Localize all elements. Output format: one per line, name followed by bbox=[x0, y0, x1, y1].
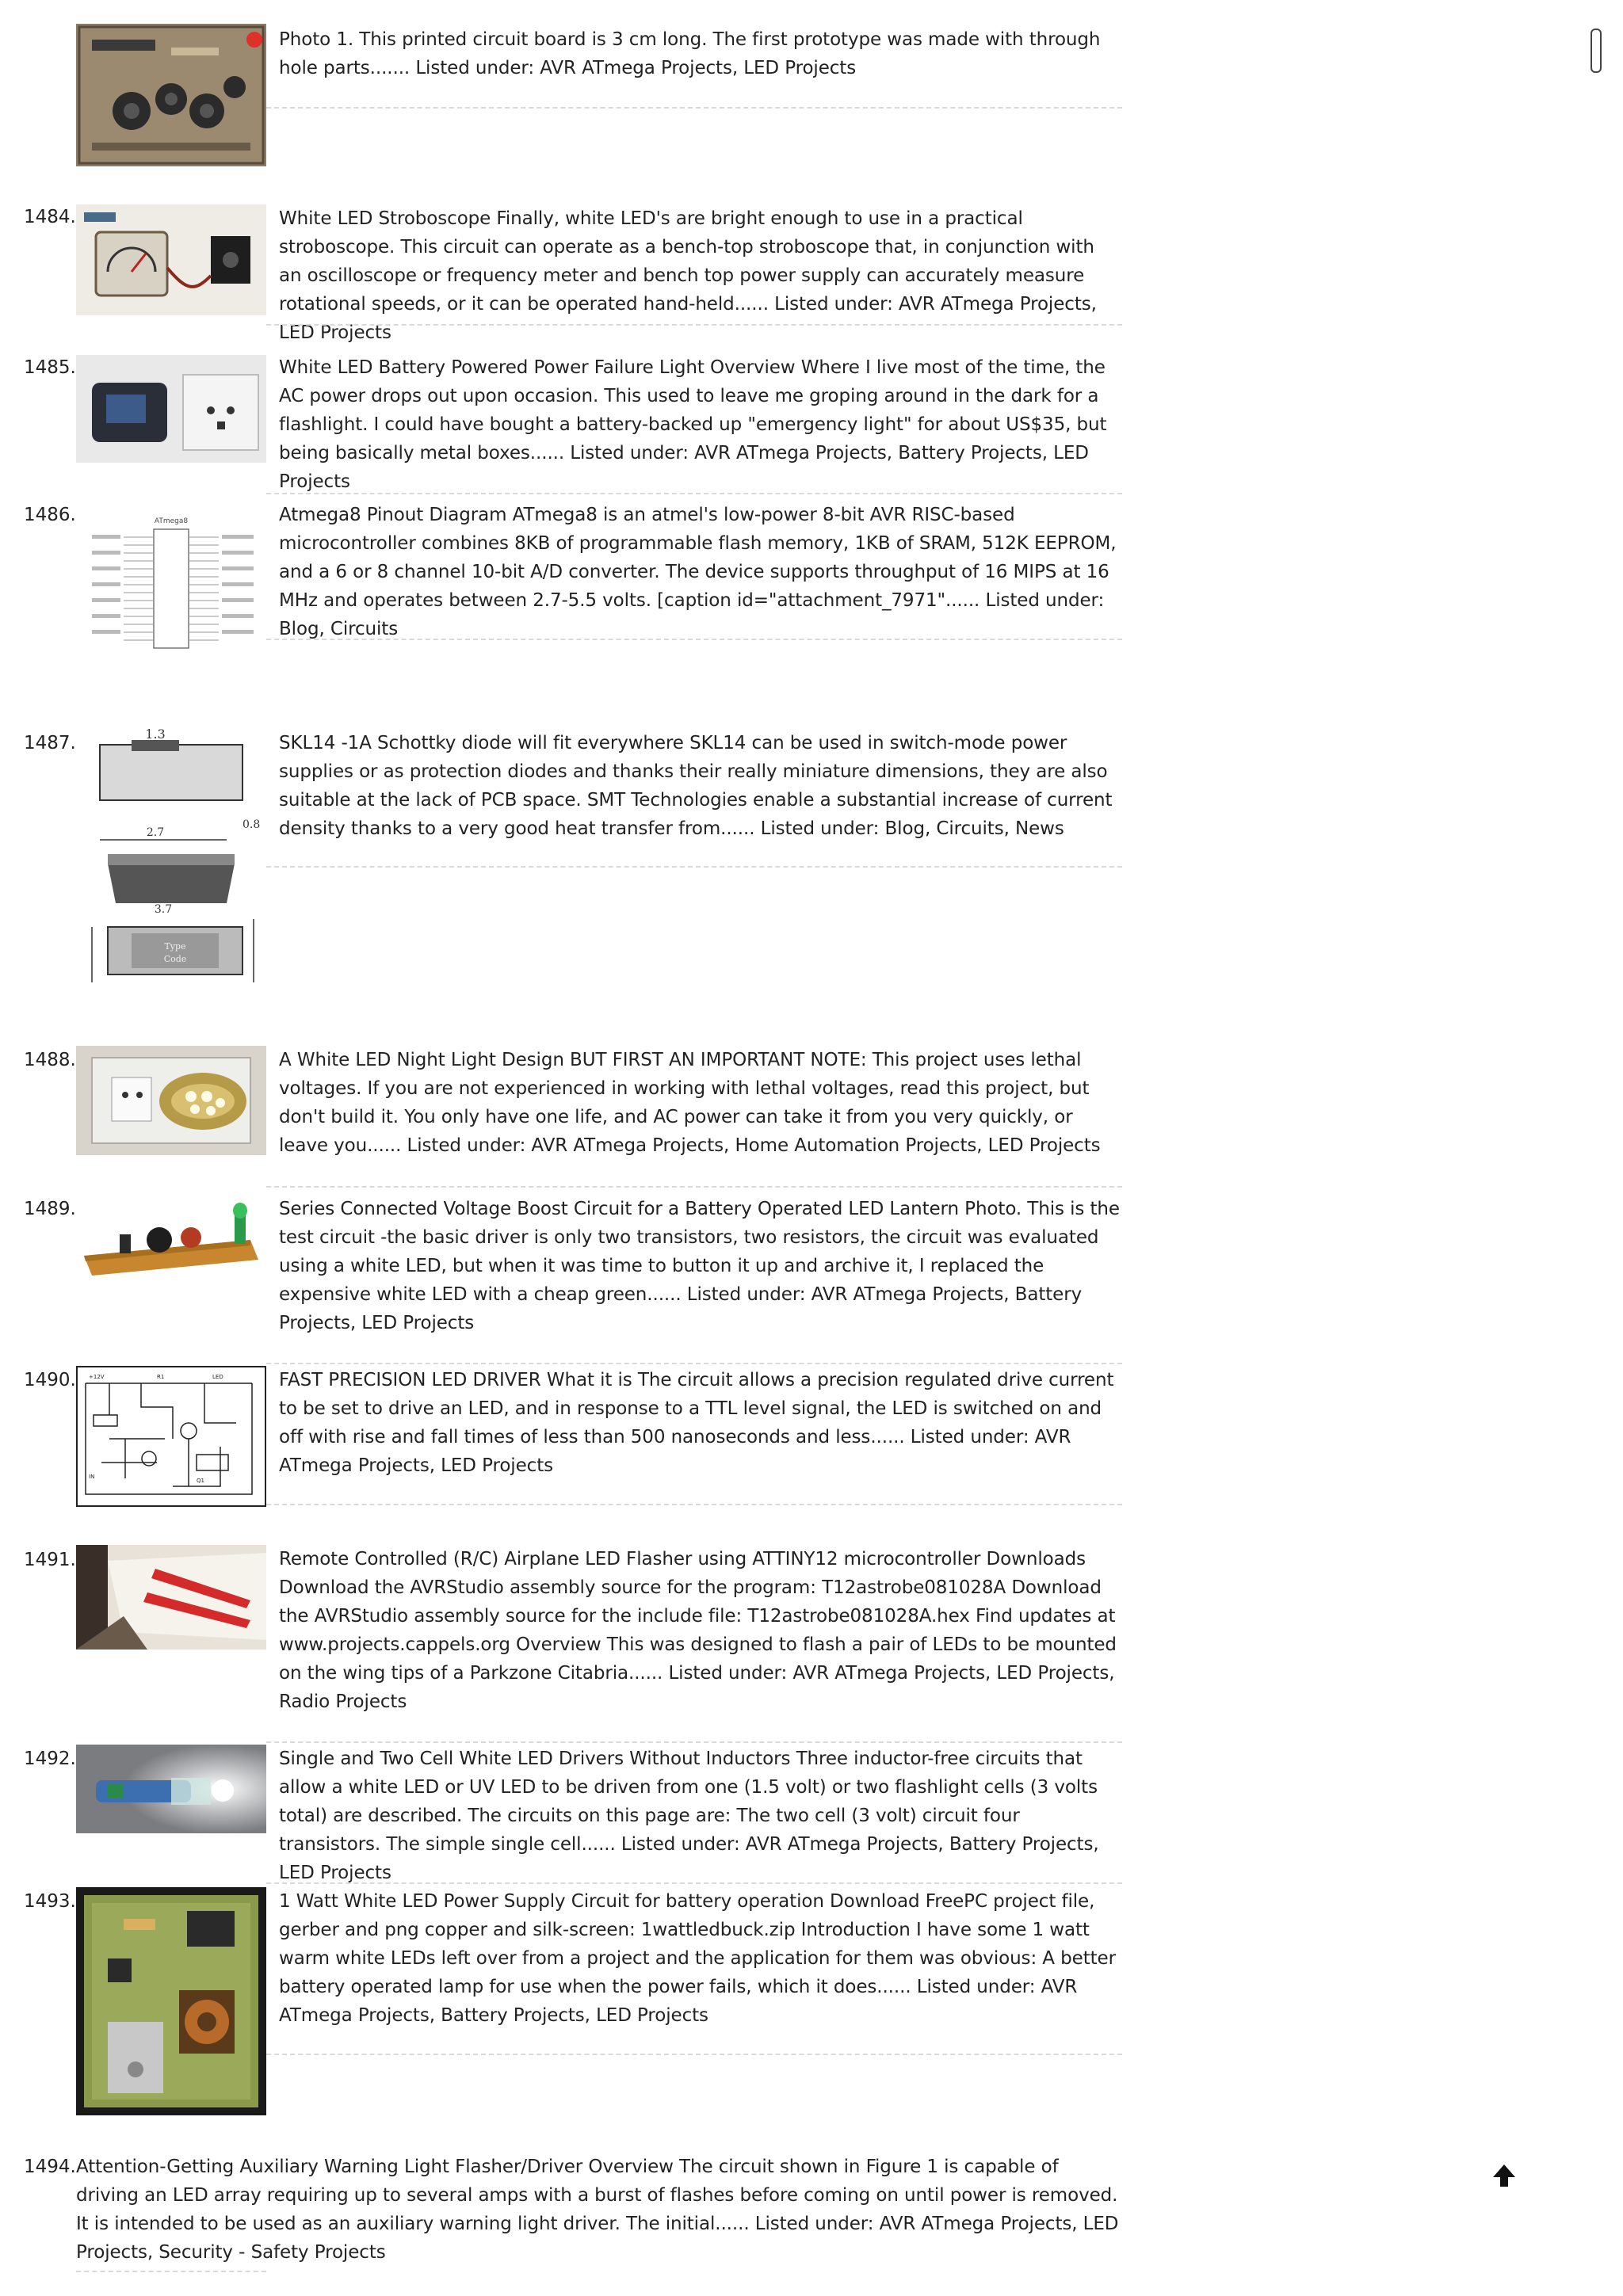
skl14-package-drawing-thumbnail[interactable] bbox=[76, 729, 266, 998]
item-number: 1493. bbox=[24, 1891, 76, 1912]
item-number: 1494. bbox=[24, 2157, 76, 2177]
separator bbox=[266, 1186, 1122, 1188]
back-to-top-button[interactable] bbox=[1490, 2161, 1518, 2190]
svg-text:2.7: 2.7 bbox=[146, 826, 165, 839]
led-driver-schematic-thumbnail[interactable] bbox=[76, 1366, 266, 1507]
airplane-wing-photo-thumbnail[interactable] bbox=[76, 1545, 266, 1650]
svg-text:Type: Type bbox=[164, 941, 186, 952]
stroboscope-photo-thumbnail[interactable] bbox=[76, 204, 266, 315]
separator bbox=[266, 493, 1122, 494]
project-description: Atmega8 Pinout Diagram ATmega8 is an atmel's low-power 8-bit AVR RISC-based microcontroller combines 8KB of programmable flash memory, 1KB of SRAM, 512K EEPROM, and a 6 or 8 channel 10-bit A/D converter. The device supports throughput of 16 MIPS at 16 MHz and operates between 2.7-5.5 volts. [caption id="attachment_7971"...... Listed under: Blog, Circuits bbox=[279, 505, 1117, 639]
up-arrow-icon bbox=[1490, 2161, 1518, 2190]
item-number: 1485. bbox=[24, 357, 76, 378]
item-number: 1489. bbox=[24, 1199, 76, 1219]
pcb-photo-thumbnail[interactable] bbox=[76, 24, 266, 166]
item-number: 1484. bbox=[24, 207, 76, 227]
item-number: 1488. bbox=[24, 1050, 76, 1070]
svg-text:0.8: 0.8 bbox=[242, 818, 261, 831]
project-description: Single and Two Cell White LED Drivers Without Inductors Three inductor-free circuits that allow a white LED or UV LED to be driven from one (1.5 volt) or two flashlight cells (3 volts total) are described. The circuits on this page are: The two cell (3 volt) circuit four transistors. The simple single cell...... Listed under: AVR ATmega Projects, Battery Projects, LED Projects bbox=[279, 1749, 1099, 1883]
project-description: Attention-Getting Auxiliary Warning Light Flasher/Driver Overview The circuit shown in Figure 1 is capable of driving an LED array requiring up to several amps with a burst of flashes before coming on until power is removed. It is intended to be used as an auxiliary warning light driver. The initial...... Listed under: AVR ATmega Projects, LED Projects, Security - Safety Projects bbox=[76, 2157, 1119, 2263]
separator bbox=[266, 1363, 1122, 1364]
boost-circuit-photo-thumbnail[interactable] bbox=[76, 1196, 266, 1291]
scroll-indicator[interactable] bbox=[1591, 29, 1602, 73]
project-description: SKL14 -1A Schottky diode will fit everywhere SKL14 can be used in switch-mode power supplies or as protection diodes and thanks their really miniature dimensions, they are also suitable at the lack of PCB space. SMT Technologies enable a substantial increase of current density thanks to a very good heat transfer from...... Listed under: Blog, Circuits, News bbox=[279, 733, 1113, 839]
item-number: 1487. bbox=[24, 733, 76, 753]
separator bbox=[266, 1882, 1122, 1884]
list-item bbox=[0, 0, 1125, 174]
separator bbox=[266, 324, 1122, 326]
svg-text:3.7: 3.7 bbox=[154, 903, 173, 916]
svg-text:Code: Code bbox=[163, 954, 187, 964]
item-number: 1490. bbox=[24, 1370, 76, 1390]
project-description: FAST PRECISION LED DRIVER What it is The circuit allows a precision regulated drive current to be set to drive an LED, and in response to a TTL level signal, the LED is switched on and off with rise and fall times of less than 500 nanoseconds and less...... Listed under: AVR ATmega Projects, LED Projects bbox=[279, 1370, 1114, 1476]
item-number: 1491. bbox=[24, 1550, 76, 1570]
project-description: White LED Stroboscope Finally, white LED's are bright enough to use in a practical stroboscope. This circuit can operate as a bench-top stroboscope that, in conjunction with an oscilloscope or frequency meter and bench top power supply can accurately measure rotational speeds, or it can be operated hand-held...... Listed under: AVR ATmega Projects, LED Projects bbox=[279, 208, 1097, 343]
project-description: Photo 1. This printed circuit board is 3 cm long. The first prototype was made with through hole parts....... Listed under: AVR ATmega Projects, LED Projects bbox=[279, 29, 1101, 78]
power-supply-board-photo-thumbnail[interactable] bbox=[76, 1887, 266, 2115]
svg-text:IN: IN bbox=[89, 1474, 95, 1480]
separator bbox=[76, 2271, 266, 2272]
separator bbox=[266, 1741, 1122, 1743]
separator bbox=[266, 1504, 1122, 1505]
project-description: 1 Watt White LED Power Supply Circuit for battery operation Download FreePC project file, gerber and png copper and silk-screen: 1wattledbuck.zip Introduction I have some 1 watt warm white LEDs left over from a project and the application for them was obvious: A better battery operated lamp for use when the power fails, which it does...... Listed under: AVR ATmega Projects, Battery Projects, LED Projects bbox=[279, 1891, 1116, 2026]
svg-text:ATmega8: ATmega8 bbox=[154, 517, 189, 525]
separator bbox=[266, 2054, 1122, 2055]
power-failure-light-photo-thumbnail[interactable] bbox=[76, 355, 266, 463]
project-description: White LED Battery Powered Power Failure Light Overview Where I live most of the time, the AC power drops out upon occasion. This used to leave me groping around in the dark for a flashlight. I could have bought a battery-backed up "emergency light" for about US$35, but being basically metal boxes...... Listed under: AVR ATmega Projects, Battery Projects, LED Projects bbox=[279, 357, 1107, 492]
separator bbox=[266, 639, 1122, 640]
project-description: A White LED Night Light Design BUT FIRST AN IMPORTANT NOTE: This project uses lethal voltages. If you are not experienced in working with lethal voltages, read this project, but don't build it. You only have one life, and AC power can take it from you very quickly, or leave you...... Listed under: AVR ATmega Projects, Home Automation Projects, LED Projects bbox=[279, 1050, 1101, 1156]
separator bbox=[266, 866, 1122, 868]
svg-text:1.3: 1.3 bbox=[145, 729, 166, 742]
svg-text:LED: LED bbox=[212, 1374, 223, 1380]
separator bbox=[266, 107, 1122, 109]
project-description: Series Connected Voltage Boost Circuit for a Battery Operated LED Lantern Photo. This is the test circuit -the basic driver is only two transistors, two resistors, the circuit was evaluated using a white LED, but when it was time to button it up and archive it, I replaced the expensive white LED with a cheap green...... Listed under: AVR ATmega Projects, Battery Projects, LED Projects bbox=[279, 1199, 1120, 1333]
svg-text:Q1: Q1 bbox=[197, 1478, 204, 1484]
project-description: Remote Controlled (R/C) Airplane LED Flasher using ATTINY12 microcontroller Downloads Download the AVRStudio assembly source for the program: T12astrobe081028A Download the AVRStudio assembly source for the include file: T12astrobe081028A.hex Find updates at www.projects.cappels.org Overview This was designed to flash a pair of LEDs to be mounted on the wing tips of a Parkzone Citabria...... Listed under: AVR ATmega Projects, LED Projects, Radio Projects bbox=[279, 1549, 1117, 1712]
atmega8-pinout-diagram-thumbnail[interactable] bbox=[76, 502, 266, 653]
night-light-photo-thumbnail[interactable] bbox=[76, 1046, 266, 1155]
item-number: 1492. bbox=[24, 1749, 76, 1769]
svg-text:+12V: +12V bbox=[89, 1374, 105, 1380]
svg-text:R1: R1 bbox=[157, 1374, 165, 1380]
led-driver-photo-thumbnail[interactable] bbox=[76, 1745, 266, 1833]
item-number: 1486. bbox=[24, 505, 76, 525]
